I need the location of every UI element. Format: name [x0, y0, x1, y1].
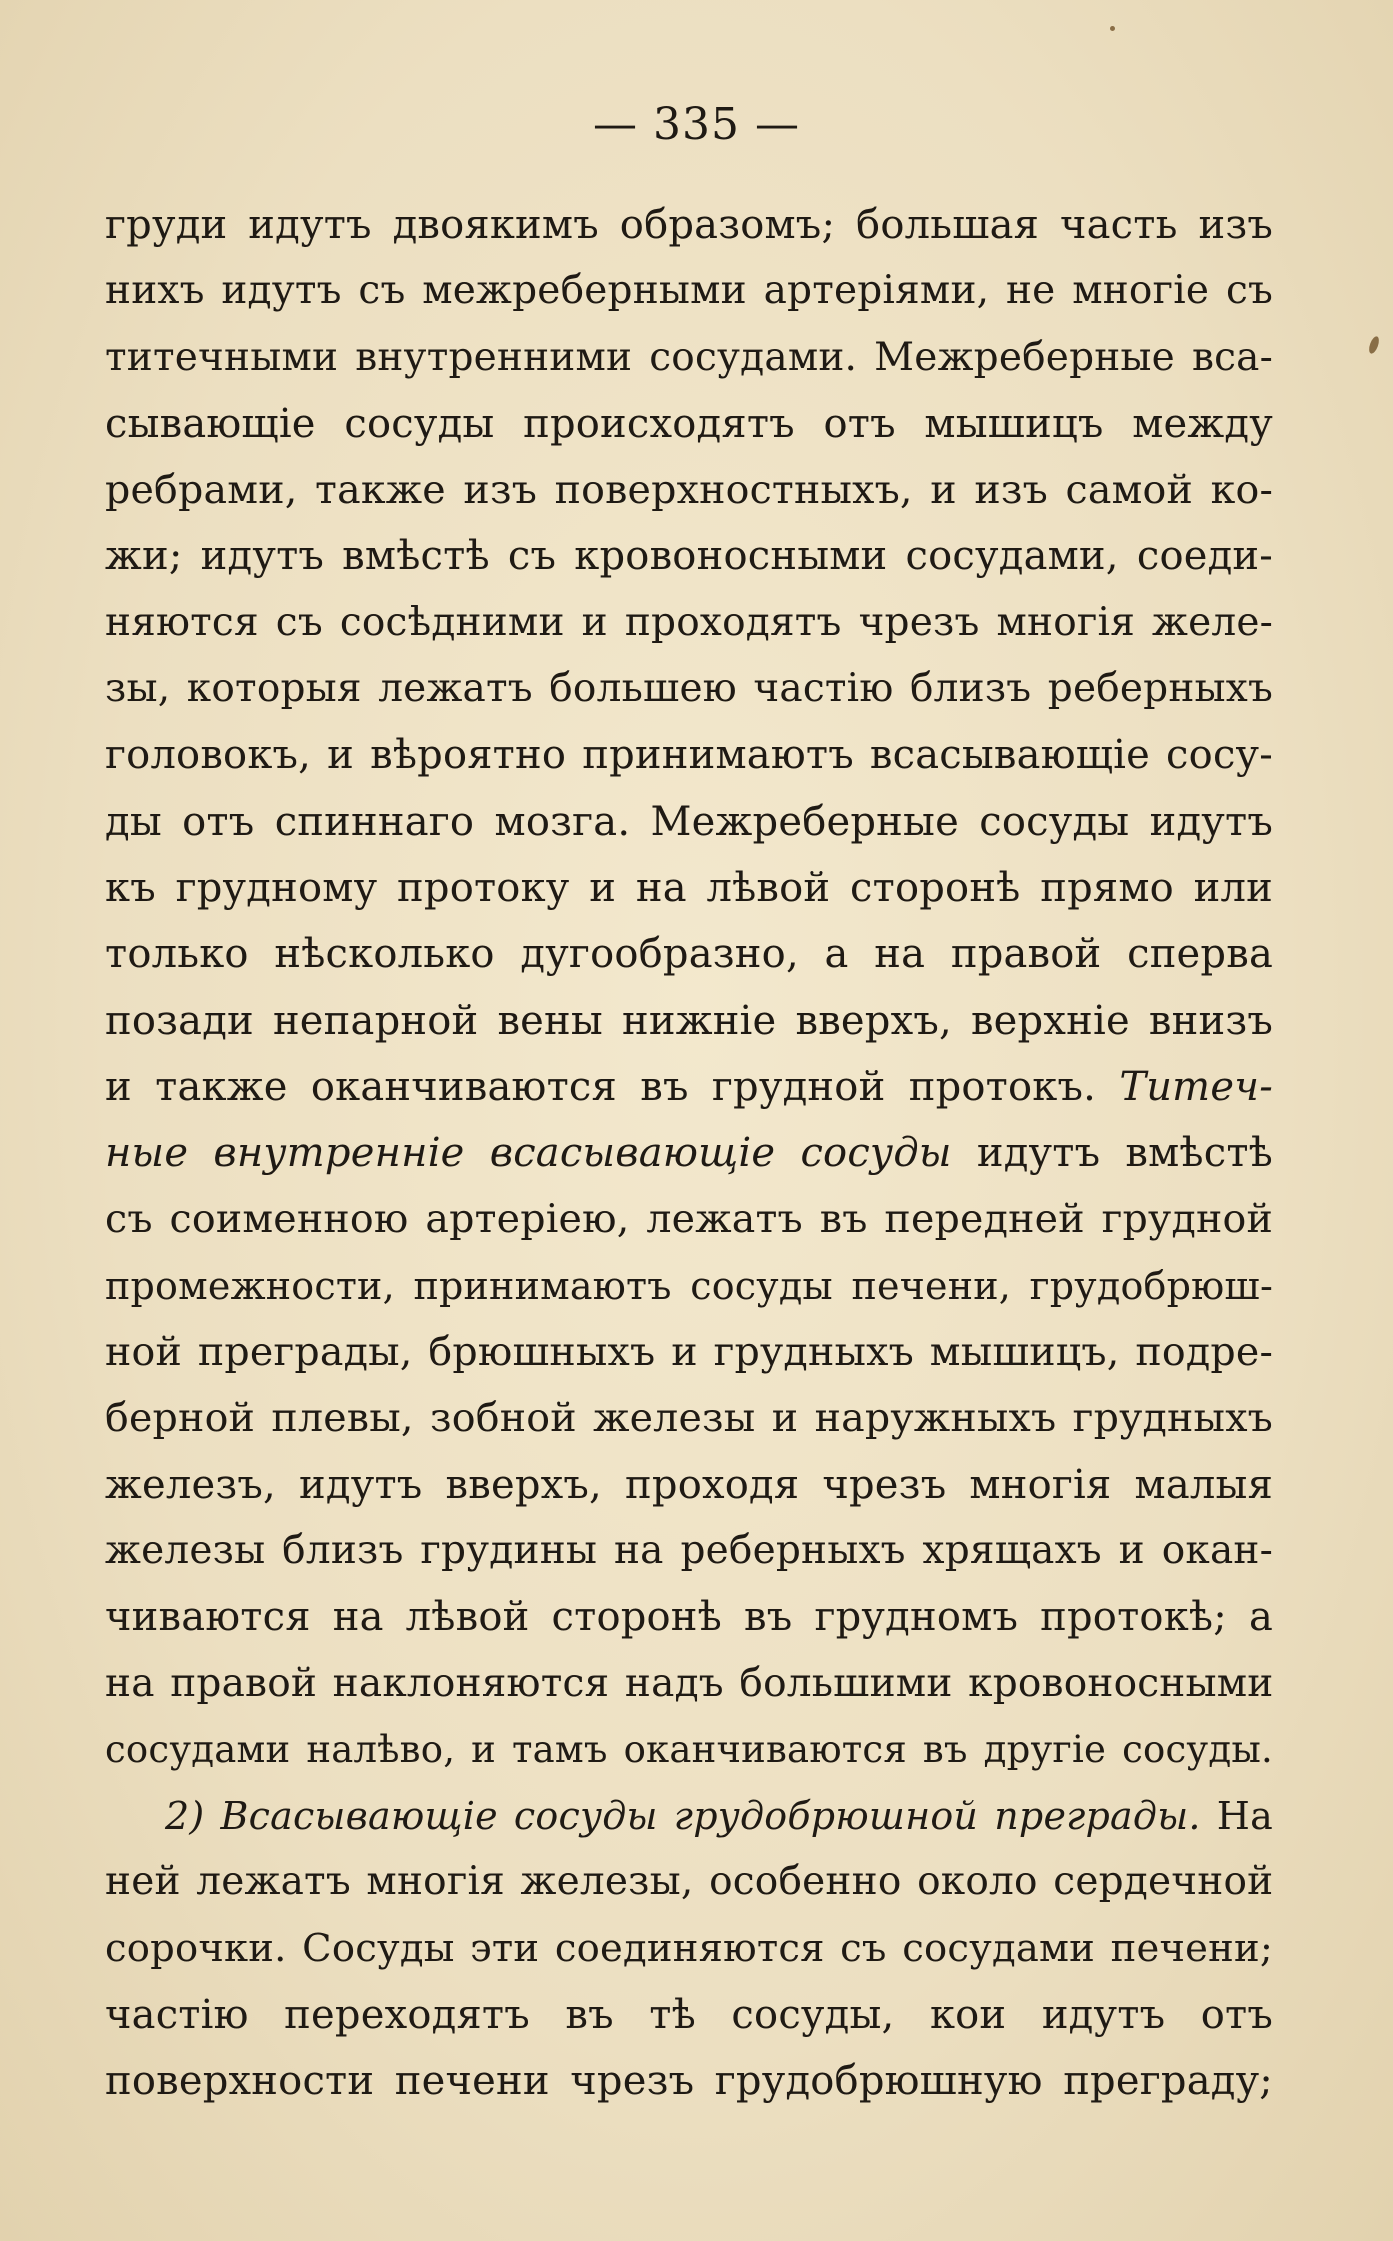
- text-line: [105, 656, 1273, 722]
- ink-spot: [1367, 335, 1381, 355]
- text-segment: груди идутъ двоякимъ образомъ; большая часть изъ: [105, 202, 1273, 248]
- text-segment: чиваются на лѣвой сторонѣ въ грудномъ протокѣ; а: [105, 1594, 1273, 1641]
- text-segment: и также оканчиваются въ грудной протокъ.: [105, 1063, 1120, 1110]
- text-line: [105, 1783, 1273, 1849]
- italic-text: ные внутренніе всасывающіе сосуды: [105, 1130, 952, 1177]
- text-segment: железъ, идутъ вверхъ, проходя чрезъ многія малыя: [105, 1461, 1273, 1508]
- text-segment: головокъ, и вѣроятно принимаютъ всасывающіе сосу-: [105, 732, 1273, 779]
- text-segment: титечными внутренними сосудами. Межреберные вса-: [105, 334, 1273, 380]
- text-line: [105, 1186, 1273, 1252]
- italic-text: Титеч-: [1119, 1063, 1273, 1110]
- text-segment: ды отъ спиннаго мозга. Межреберные сосуды идутъ: [105, 798, 1273, 845]
- text-line: [105, 1319, 1273, 1385]
- text-segment: сывающіе сосуды происходятъ отъ мышицъ между: [105, 400, 1273, 447]
- text-segment: съ соименною артеріею, лежатъ въ передней грудной: [105, 1196, 1273, 1243]
- text-line: [105, 1385, 1273, 1451]
- text-segment: къ грудному протоку и на лѣвой сторонѣ прямо или: [105, 864, 1273, 911]
- text-line: [105, 2048, 1273, 2114]
- text-segment: ребрами, также изъ поверхностныхъ, и изъ самой ко-: [105, 467, 1273, 514]
- text-segment: частію переходятъ въ тѣ сосуды, кои идутъ отъ: [105, 1992, 1273, 2039]
- text-line: [105, 722, 1273, 788]
- text-line: [105, 855, 1273, 921]
- page-number: — 335 —: [593, 99, 800, 150]
- text-segment: ной преграды, брюшныхъ и грудныхъ мышицъ, подре-: [105, 1329, 1273, 1376]
- text-line: [105, 988, 1273, 1054]
- text-line: [105, 789, 1273, 855]
- text-segment: нихъ идутъ съ межреберными артеріями, не многіе съ: [105, 268, 1273, 314]
- text-segment: сорочки. Сосуды эти соединяются съ сосудами печени;: [105, 1925, 1273, 1971]
- text-segment: идутъ вмѣстѣ: [951, 1130, 1273, 1177]
- text-segment: На: [1200, 1794, 1273, 1839]
- text-line: [105, 1253, 1273, 1319]
- text-segment: ней лежатъ многія железы, особенно около сердечной: [105, 1859, 1273, 1905]
- text-line: [105, 1916, 1273, 1982]
- text-segment: зы, которыя лежатъ большею частію близъ реберныхъ: [105, 666, 1273, 712]
- text-line: [105, 523, 1273, 589]
- text-line: [105, 1518, 1273, 1584]
- text-line: [105, 457, 1273, 523]
- text-line: [105, 1982, 1273, 2048]
- text-line: [105, 1452, 1273, 1518]
- text-line: [105, 921, 1273, 987]
- text-line: [105, 1120, 1273, 1186]
- text-segment: берной плевы, зобной железы и наружныхъ грудныхъ: [105, 1395, 1273, 1442]
- text-line: [105, 1054, 1273, 1120]
- text-line: [105, 258, 1273, 324]
- text-line: [105, 192, 1273, 258]
- text-segment: сосудами налѣво, и тамъ оканчиваются въ другіе сосуды.: [105, 1727, 1273, 1771]
- ink-spot: [1110, 26, 1115, 31]
- text-line: [105, 391, 1273, 457]
- text-line: [105, 1584, 1273, 1650]
- text-line: [105, 325, 1273, 391]
- text-segment: промежности, принимаютъ сосуды печени, грудобрюш-: [105, 1263, 1273, 1308]
- text-segment: няются съ сосѣдними и проходятъ чрезъ многія желе-: [105, 599, 1273, 645]
- text-line: [105, 1717, 1273, 1783]
- text-segment: железы близъ грудины на реберныхъ хрящахъ и окан-: [105, 1527, 1273, 1573]
- text-line: [105, 1651, 1273, 1717]
- text-segment: позади непарной вены нижніе вверхъ, верхніе внизъ: [105, 997, 1273, 1044]
- body-text: [105, 192, 1273, 2115]
- italic-text: 2) Всасывающіе сосуды грудобрюшной преграды.: [165, 1794, 1201, 1839]
- text-line: [105, 1849, 1273, 1915]
- text-segment: жи; идутъ вмѣстѣ съ кровоносными сосудами, соеди-: [105, 533, 1273, 580]
- text-segment: поверхности печени чрезъ грудобрюшную преграду;: [105, 2058, 1273, 2105]
- text-line: [105, 590, 1273, 656]
- text-segment: на правой наклоняются надъ большими кровоносными: [105, 1660, 1273, 1706]
- text-segment: только нѣсколько дугообразно, а на правой сперва: [105, 931, 1273, 978]
